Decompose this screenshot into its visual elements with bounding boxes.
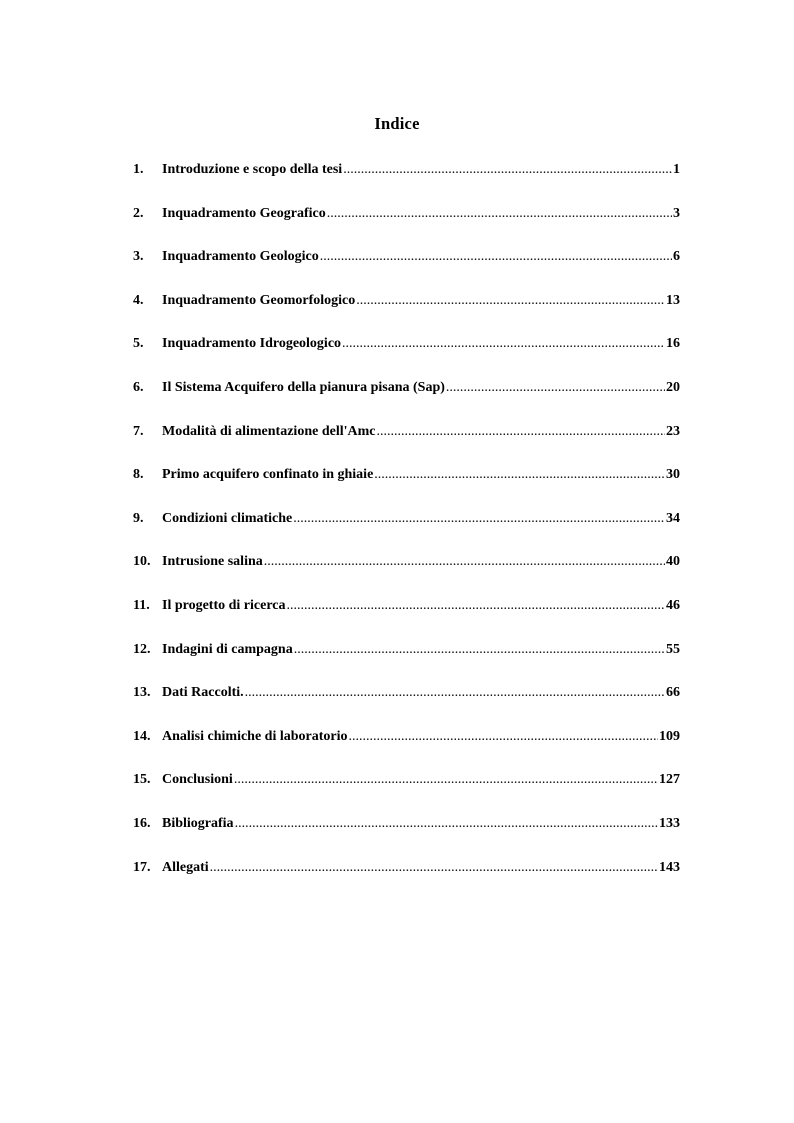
toc-entry[interactable] (133, 642, 680, 686)
toc-dot-leader (245, 685, 665, 701)
toc-entry-title: Indagini di campagna (162, 641, 293, 657)
toc-dot-leader (342, 336, 665, 352)
toc-entry-title: Dati Raccolti. (162, 685, 244, 701)
toc-dot-leader (294, 642, 665, 658)
toc-dot-leader (376, 424, 665, 440)
toc-dot-leader (446, 380, 665, 396)
toc-entry-title: Bibliografia (162, 815, 234, 831)
toc-entry-page: 30 (666, 467, 680, 483)
toc-entry-number: 2. (133, 205, 144, 221)
toc-entry-title: Introduzione e scopo della tesi (162, 162, 343, 177)
toc-dot-leader (235, 816, 658, 832)
toc-entry-number: 4. (133, 292, 144, 308)
table-of-contents (133, 162, 680, 903)
toc-dot-leader (234, 772, 658, 788)
toc-entry[interactable] (133, 293, 680, 337)
toc-entry[interactable] (133, 249, 680, 293)
toc-dot-leader (327, 206, 672, 222)
toc-entry-number: 13. (133, 685, 151, 701)
toc-dot-leader (343, 162, 672, 178)
toc-entry-page: 3 (673, 205, 680, 221)
toc-dot-leader (264, 554, 665, 570)
toc-entry[interactable] (133, 467, 680, 511)
toc-entry-page: 143 (659, 859, 680, 875)
toc-entry-number: 15. (133, 772, 151, 788)
page-title: Indice (374, 114, 420, 133)
toc-entry[interactable] (133, 729, 680, 773)
toc-entry-title: Inquadramento Geologico (162, 249, 319, 265)
toc-entry-title: Modalità di alimentazione dell'Amc (162, 423, 376, 439)
toc-entry[interactable] (133, 336, 680, 380)
toc-entry[interactable] (133, 598, 680, 642)
toc-entry-title: Condizioni climatiche (162, 510, 293, 526)
toc-entry-page: 127 (659, 772, 680, 788)
toc-entry[interactable] (133, 685, 680, 729)
toc-entry-number: 14. (133, 728, 151, 744)
toc-entry-title: Il Sistema Acquifero della pianura pisana (Sap) (162, 379, 445, 395)
toc-entry-number: 12. (133, 641, 151, 657)
toc-entry-page: 13 (666, 292, 680, 308)
toc-entry-number: 7. (133, 423, 144, 439)
toc-entry-number: 10. (133, 554, 151, 570)
toc-entry-page: 109 (659, 728, 680, 744)
toc-entry-title: Inquadramento Geografico (162, 205, 326, 221)
toc-dot-leader (356, 293, 665, 309)
toc-entry-page: 20 (666, 379, 680, 395)
toc-entry[interactable] (133, 816, 680, 860)
toc-entry-page: 1 (673, 162, 680, 177)
toc-dot-leader (287, 598, 665, 614)
toc-entry-page: 133 (659, 815, 680, 831)
toc-entry-number: 1. (133, 162, 144, 177)
toc-entry-page: 34 (666, 510, 680, 526)
toc-dot-leader (210, 860, 658, 876)
toc-entry-page: 16 (666, 336, 680, 352)
toc-entry-number: 5. (133, 336, 144, 352)
toc-entry-title: Inquadramento Idrogeologico (162, 336, 342, 352)
toc-entry-title: Il progetto di ricerca (162, 597, 286, 613)
toc-entry-page: 40 (666, 554, 680, 570)
toc-dot-leader (293, 511, 665, 527)
toc-entry[interactable] (133, 860, 680, 904)
toc-entry-page: 46 (666, 597, 680, 613)
toc-entry[interactable] (133, 424, 680, 468)
toc-entry-page: 6 (673, 249, 680, 265)
toc-entry-number: 9. (133, 510, 144, 526)
toc-entry[interactable] (133, 206, 680, 250)
toc-dot-leader (374, 467, 665, 483)
toc-entry[interactable] (133, 380, 680, 424)
toc-dot-leader (320, 249, 672, 265)
toc-entry-title: Conclusioni (162, 772, 233, 788)
toc-entry-number: 16. (133, 815, 151, 831)
toc-entry[interactable] (133, 511, 680, 555)
toc-entry-page: 66 (666, 685, 680, 701)
toc-entry-title: Allegati (162, 859, 209, 875)
toc-entry-number: 8. (133, 467, 144, 483)
toc-dot-leader (349, 729, 659, 745)
toc-entry-title: Intrusione salina (162, 554, 263, 570)
toc-entry-number: 17. (133, 859, 151, 875)
toc-entry-title: Inquadramento Geomorfologico (162, 292, 356, 308)
toc-entry[interactable] (133, 554, 680, 598)
toc-entry-title: Primo acquifero confinato in ghiaie (162, 467, 374, 483)
toc-entry-page: 55 (666, 641, 680, 657)
toc-entry[interactable] (133, 772, 680, 816)
toc-entry-title: Analisi chimiche di laboratorio (162, 728, 348, 744)
toc-entry-number: 11. (133, 597, 150, 613)
toc-entry-number: 3. (133, 249, 144, 265)
toc-entry-page: 23 (666, 423, 680, 439)
toc-entry-number: 6. (133, 379, 144, 395)
toc-entry[interactable] (133, 162, 680, 206)
